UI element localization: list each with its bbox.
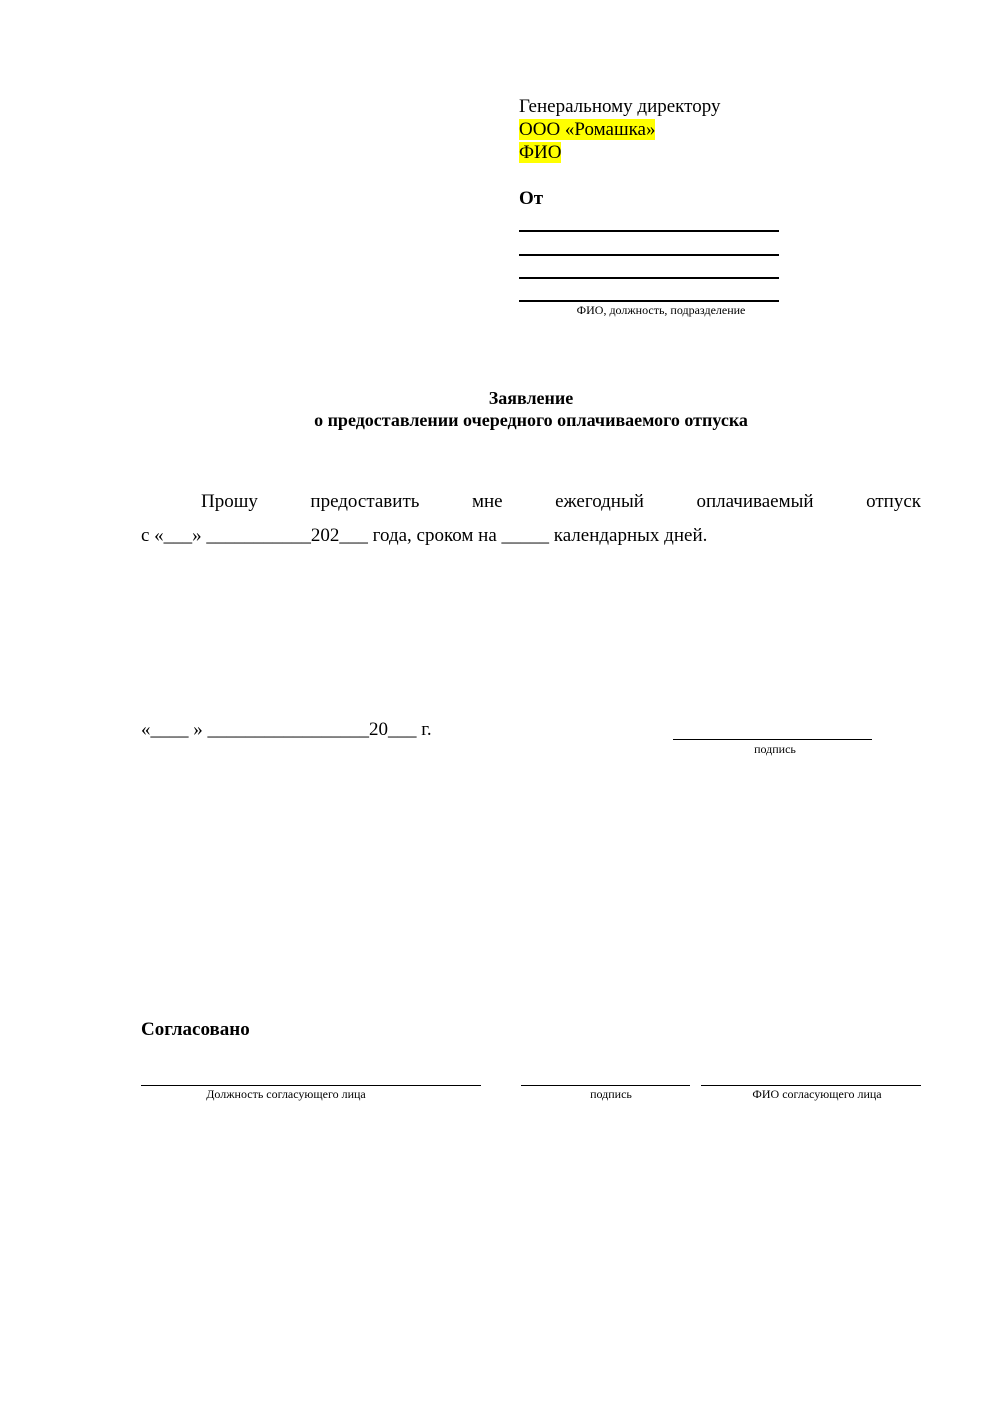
document-title: [0, 387, 992, 431]
approval-heading: Согласовано: [141, 1019, 250, 1040]
body-word: отпуск: [866, 491, 921, 512]
from-line-3[interactable]: [519, 277, 779, 279]
body-word: мне: [471, 491, 503, 512]
approver-signature-caption: подпись: [590, 1087, 632, 1101]
approver-position-line[interactable]: [141, 1085, 481, 1086]
addressee-name: ФИО: [519, 142, 562, 163]
approver-position-caption: Должность согласующего лица: [206, 1087, 366, 1101]
body-line-1: [141, 490, 921, 513]
body-word: Прошу: [201, 491, 258, 512]
addressee-company: ООО «Ромашка»: [519, 119, 656, 140]
body-word: ежегодный: [555, 491, 644, 512]
from-label: От: [519, 188, 544, 209]
application-date-field[interactable]: «____ » _________________20___ г.: [141, 719, 432, 740]
body-line-2[interactable]: с «___» ___________202___ года, сроком на _____ календарных дней.: [141, 525, 708, 546]
title-line-1: Заявление: [488, 388, 574, 408]
body-word: предоставить: [310, 491, 420, 512]
from-line-2[interactable]: [519, 254, 779, 256]
approver-name-line[interactable]: [701, 1085, 921, 1086]
from-line-4[interactable]: [519, 300, 779, 302]
body-word: оплачиваемый: [696, 491, 814, 512]
signature-caption: подпись: [754, 742, 796, 756]
from-caption: ФИО, должность, подразделение: [576, 303, 746, 317]
signature-line[interactable]: [673, 739, 872, 740]
approver-signature-line[interactable]: [521, 1085, 690, 1086]
from-line-1[interactable]: [519, 230, 779, 232]
approver-name-caption: ФИО согласующего лица: [752, 1087, 882, 1101]
title-line-2: о предоставлении очередного оплачиваемого отпуска: [314, 410, 748, 430]
addressee-title: Генеральному директору: [519, 96, 721, 117]
addressee-block: [519, 95, 720, 164]
